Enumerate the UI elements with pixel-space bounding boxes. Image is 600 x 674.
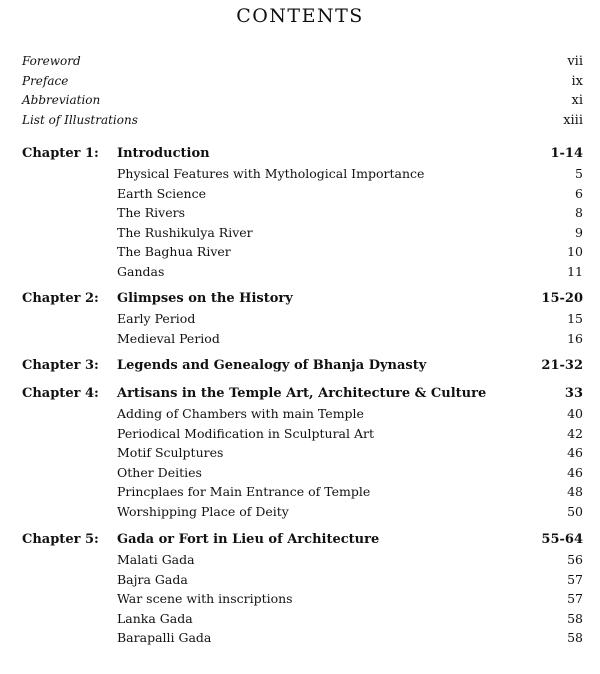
- section-item: [0, 225, 600, 245]
- section-item: [0, 166, 600, 186]
- section-title: Earth Science: [117, 185, 207, 201]
- section-item: [0, 630, 600, 650]
- front-matter-page: xi: [571, 93, 583, 108]
- section-page: 58: [567, 610, 583, 626]
- chapter-title: Legends and Genealogy of Bhanja Dynasty: [117, 358, 427, 373]
- section-item: [0, 406, 600, 426]
- section-title: Physical Features with Mythological Importance: [117, 166, 425, 181]
- section-page: 48: [567, 484, 583, 500]
- section-title: Early Period: [117, 311, 196, 326]
- chapter-title: Gada or Fort in Lieu of Architecture: [117, 532, 380, 547]
- front-matter-title: Abbreviation: [22, 93, 101, 107]
- front-matter-item: [0, 113, 600, 133]
- front-matter-list: [0, 54, 600, 132]
- section-page: 16: [567, 330, 583, 346]
- chapter-2-block: [0, 291, 600, 350]
- section-item: [0, 426, 600, 446]
- section-item: [0, 186, 600, 206]
- section-title: Gandas: [117, 263, 165, 279]
- section-page: 5: [575, 166, 583, 181]
- chapter-label: Chapter 2:: [22, 291, 99, 306]
- chapter-label: Chapter 3:: [22, 358, 99, 373]
- chapter-title: Artisans in the Temple Art, Architecture & Culture: [117, 386, 487, 401]
- section-item: [0, 484, 600, 504]
- section-page: 58: [567, 630, 583, 646]
- section-page: 57: [567, 591, 583, 607]
- section-item: [0, 244, 600, 264]
- section-title: The Rivers: [117, 205, 186, 221]
- section-title: Bajra Gada: [117, 571, 188, 587]
- section-page: 11: [567, 263, 583, 279]
- chapter-page-range: 55-64: [541, 532, 583, 547]
- section-item: [0, 572, 600, 592]
- section-page: 46: [567, 464, 583, 480]
- chapter-label: Chapter 4:: [22, 386, 99, 401]
- chapter-heading: [0, 146, 600, 166]
- section-title: Lanka Gada: [117, 610, 193, 626]
- section-item: [0, 264, 600, 284]
- section-title: Medieval Period: [117, 330, 220, 346]
- front-matter-page: vii: [567, 54, 583, 69]
- section-page: 57: [567, 571, 583, 587]
- section-item: [0, 552, 600, 572]
- section-item: [0, 445, 600, 465]
- section-item: [0, 311, 600, 331]
- section-title: Periodical Modification in Sculptural Art: [117, 425, 374, 441]
- section-title: Princplaes for Main Entrance of Temple: [117, 484, 371, 500]
- front-matter-item: [0, 93, 600, 113]
- section-item: [0, 611, 600, 631]
- section-page: 15: [567, 311, 583, 326]
- chapter-page-range: 15-20: [541, 291, 583, 306]
- section-page: 42: [567, 425, 583, 441]
- section-item: [0, 465, 600, 485]
- section-title: Adding of Chambers with main Temple: [117, 406, 364, 421]
- section-title: War scene with inscriptions: [117, 591, 293, 607]
- section-page: 8: [575, 205, 583, 221]
- front-matter-title: Foreword: [22, 54, 81, 68]
- chapter-title: Introduction: [117, 146, 210, 161]
- section-page: 56: [567, 552, 583, 567]
- chapter-page-range: 21-32: [541, 358, 583, 373]
- chapter-5-block: [0, 532, 600, 650]
- chapter-page-range: 33: [564, 386, 583, 401]
- chapter-heading: [0, 291, 600, 311]
- section-page: 9: [575, 224, 583, 240]
- section-title: Motif Sculptures: [117, 445, 224, 461]
- section-title: The Baghua River: [117, 244, 231, 260]
- section-title: The Rushikulya River: [117, 224, 253, 240]
- front-matter-page: ix: [571, 73, 583, 89]
- section-page: 6: [575, 185, 583, 201]
- section-page: 10: [567, 244, 583, 260]
- chapter-1-block: [0, 146, 600, 284]
- page-title: CONTENTS: [236, 5, 364, 27]
- chapter-title: Glimpses on the History: [117, 291, 293, 306]
- chapter-3-block: [0, 358, 600, 378]
- chapter-4-block: [0, 386, 600, 524]
- section-title: Malati Gada: [117, 552, 195, 567]
- section-page: 46: [567, 445, 583, 461]
- section-page: 50: [567, 503, 583, 519]
- front-matter-item: [0, 74, 600, 94]
- section-title: Worshipping Place of Deity: [117, 503, 289, 519]
- front-matter-page: xiii: [563, 112, 583, 128]
- chapter-label: Chapter 1:: [22, 146, 99, 161]
- chapter-label: Chapter 5:: [22, 532, 99, 547]
- chapter-heading: [0, 358, 600, 378]
- section-item: [0, 205, 600, 225]
- front-matter-title: Preface: [22, 73, 69, 88]
- section-title: Other Deities: [117, 464, 202, 480]
- front-matter-item: [0, 54, 600, 74]
- chapter-heading: [0, 386, 600, 406]
- chapter-heading: [0, 532, 600, 552]
- section-page: 40: [567, 406, 583, 421]
- section-item: [0, 591, 600, 611]
- section-item: [0, 504, 600, 524]
- section-item: [0, 331, 600, 351]
- chapter-page-range: 1-14: [550, 146, 583, 161]
- front-matter-title: List of Illustrations: [22, 112, 138, 127]
- section-title: Barapalli Gada: [117, 630, 212, 646]
